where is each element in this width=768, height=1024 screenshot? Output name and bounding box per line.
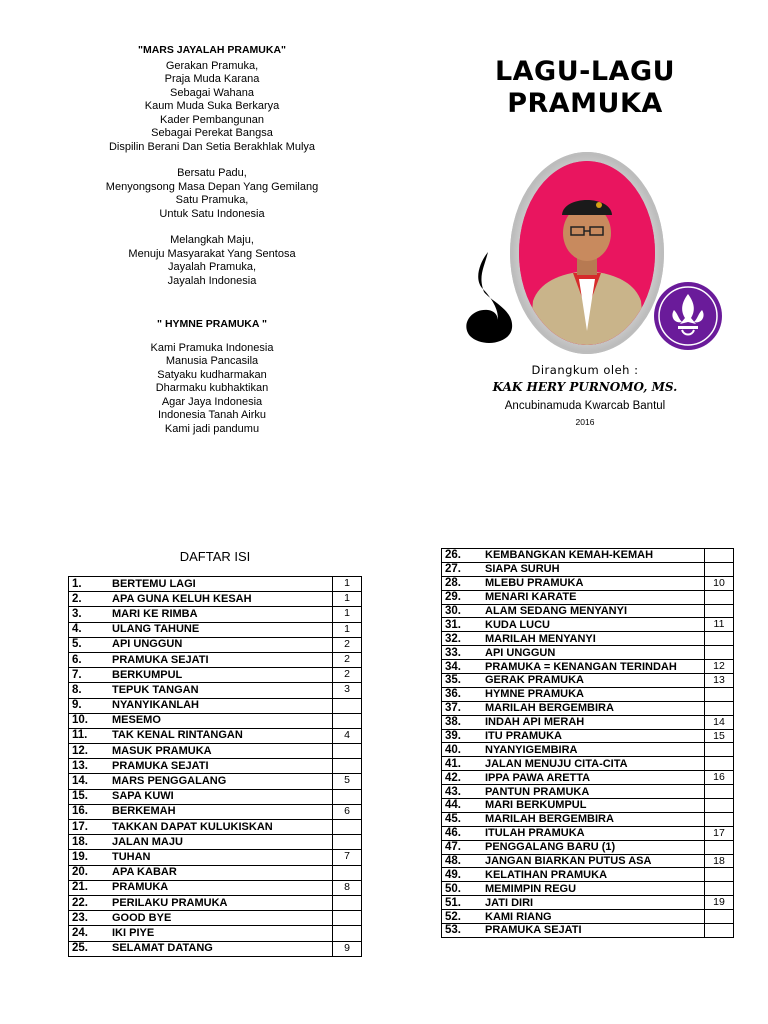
toc-row (442, 729, 734, 743)
toc-page: 19 (705, 896, 734, 910)
toc-page (705, 590, 734, 604)
toc-page: 1 (333, 607, 362, 622)
toc-row (442, 549, 734, 563)
toc-title: JALAN MAJU (112, 835, 333, 850)
lyric-line: Kami Pramuka Indonesia (150, 341, 274, 354)
toc-number: 20. (69, 865, 113, 880)
toc-title: MARI KE RIMBA (112, 607, 333, 622)
toc-number: 19. (69, 850, 113, 865)
toc-row (442, 757, 734, 771)
toc-page (333, 698, 362, 713)
toc-page: 17 (705, 826, 734, 840)
toc-title: IPPA PAWA ARETTA (485, 771, 705, 785)
toc-title: ULANG TAHUNE (112, 622, 333, 637)
compiler-name: KAK HERY PURNOMO, MS. (492, 380, 678, 394)
toc-number: 50. (442, 882, 486, 896)
toc-row (69, 865, 362, 880)
toc-page: 18 (705, 854, 734, 868)
toc-row (69, 668, 362, 683)
toc-page (333, 789, 362, 804)
toc-page: 7 (333, 850, 362, 865)
toc-title: ITULAH PRAMUKA (485, 826, 705, 840)
toc-row (442, 896, 734, 910)
compiler-role: Ancubinamuda Kwarcab Bantul (504, 400, 666, 412)
toc-title: SIAPA SURUH (485, 562, 705, 576)
toc-title: PENGGALANG BARU (1) (485, 840, 705, 854)
toc-row (442, 618, 734, 632)
toc-row (442, 868, 734, 882)
toc-row (69, 713, 362, 728)
toc-number: 44. (442, 799, 486, 813)
toc-page: 8 (333, 880, 362, 895)
toc-row (442, 785, 734, 799)
toc-title: ALAM SEDANG MENYANYI (485, 604, 705, 618)
toc-row (69, 880, 362, 895)
toc-page: 4 (333, 728, 362, 743)
toc-number: 40. (442, 743, 486, 757)
toc-row (442, 799, 734, 813)
wosm-emblem-icon (652, 280, 724, 352)
toc-page (705, 632, 734, 646)
toc-page (333, 744, 362, 759)
lyric-line: Menuju Masyarakat Yang Sentosa (128, 247, 296, 260)
toc-title: TUHAN (112, 850, 333, 865)
toc-number: 27. (442, 562, 486, 576)
lyric-line: Bersatu Padu, (177, 167, 247, 179)
toc-title: MARILAH MENYANYI (485, 632, 705, 646)
toc-title: JANGAN BIARKAN PUTUS ASA (485, 854, 705, 868)
toc-page: 16 (705, 771, 734, 785)
year: 2016 (575, 417, 595, 427)
toc-number: 11. (69, 728, 113, 743)
toc-title: TAKKAN DAPAT KULUKISKAN (112, 820, 333, 835)
toc-row (442, 924, 734, 938)
toc-number: 22. (69, 895, 113, 910)
portrait-frame (510, 152, 664, 354)
toc-number: 7. (69, 668, 113, 683)
toc-row (442, 604, 734, 618)
toc-page (333, 835, 362, 850)
toc-row (69, 926, 362, 941)
lyric-line: Sebagai Wahana (170, 86, 254, 99)
toc-title: PANTUN PRAMUKA (485, 785, 705, 799)
toc-page (705, 812, 734, 826)
toc-title: MESEMO (112, 713, 333, 728)
toc-title: SELAMAT DATANG (112, 941, 333, 956)
toc-page: 13 (705, 674, 734, 688)
lyric-line: Untuk Satu Indonesia (159, 207, 265, 220)
toc-number: 10. (69, 713, 113, 728)
toc-page: 1 (333, 592, 362, 607)
toc-page: 2 (333, 637, 362, 652)
toc-row (69, 637, 362, 652)
toc-row (69, 728, 362, 743)
lyric-line: Jayalah Pramuka, (167, 261, 257, 273)
toc-title: MENARI KARATE (485, 590, 705, 604)
toc-page (705, 549, 734, 563)
toc-number: 51. (442, 896, 486, 910)
toc-page: 11 (705, 618, 734, 632)
toc-title: PERILAKU PRAMUKA (112, 895, 333, 910)
toc-title: MARILAH BERGEMBIRA (485, 812, 705, 826)
toc-title: MLEBU PRAMUKA (485, 576, 705, 590)
cover-title-line2: PRAMUKA (507, 88, 663, 119)
lyric-line: Kaum Muda Suka Berkarya (144, 100, 280, 112)
toc-number: 18. (69, 835, 113, 850)
lyric-line: Dispilin Berani Dan Setia Berakhlak Mulya (108, 140, 316, 153)
toc-row (442, 674, 734, 688)
toc-page (705, 757, 734, 771)
mars-title: "MARS JAYALAH PRAMUKA" (137, 44, 287, 56)
toc-number: 16. (69, 804, 113, 819)
toc-row (442, 812, 734, 826)
toc-row (442, 826, 734, 840)
toc-title: PRAMUKA SEJATI (112, 759, 333, 774)
toc-row (442, 632, 734, 646)
toc-title: APA KABAR (112, 865, 333, 880)
toc-row (442, 646, 734, 660)
toc-number: 35. (442, 674, 486, 688)
toc-page (333, 820, 362, 835)
toc-page (705, 840, 734, 854)
toc-page (705, 687, 734, 701)
toc-number: 52. (442, 910, 486, 924)
toc-number: 28. (442, 576, 486, 590)
toc-page: 2 (333, 668, 362, 683)
toc-row (442, 660, 734, 674)
toc-page: 9 (333, 941, 362, 956)
toc-page (705, 785, 734, 799)
toc-number: 15. (69, 789, 113, 804)
toc-page: 10 (705, 576, 734, 590)
toc-title: KEMBANGKAN KEMAH-KEMAH (485, 549, 705, 563)
toc-number: 42. (442, 771, 486, 785)
portrait-photo (519, 161, 655, 345)
lyric-line: Kader Pembangunan (160, 113, 264, 126)
toc-page (333, 713, 362, 728)
toc-row (69, 835, 362, 850)
compiled-label: Dirangkum oleh : (531, 363, 639, 377)
toc-row (442, 910, 734, 924)
toc-number: 53. (442, 924, 486, 938)
toc-number: 14. (69, 774, 113, 789)
toc-number: 4. (69, 622, 113, 637)
toc-page (333, 926, 362, 941)
toc-row (69, 804, 362, 819)
toc-page: 1 (333, 577, 362, 592)
toc-page (705, 910, 734, 924)
toc-title: NYANYIKANLAH (112, 698, 333, 713)
toc-page (705, 562, 734, 576)
toc-number: 48. (442, 854, 486, 868)
toc-title: BERTEMU LAGI (112, 577, 333, 592)
toc-page (705, 799, 734, 813)
toc-title: API UNGGUN (485, 646, 705, 660)
toc-number: 17. (69, 820, 113, 835)
lyric-line: Indonesia Tanah Airku (157, 409, 267, 421)
toc-row (442, 743, 734, 757)
toc-row (442, 840, 734, 854)
lyric-line: Dharmaku kubhaktikan (155, 382, 269, 394)
toc-number: 36. (442, 687, 486, 701)
toc-title: INDAH API MERAH (485, 715, 705, 729)
toc-row (69, 789, 362, 804)
toc-number: 13. (69, 759, 113, 774)
toc-number: 38. (442, 715, 486, 729)
toc-heading: DAFTAR ISI (179, 549, 251, 564)
toc-title: BERKEMAH (112, 804, 333, 819)
lyrics-column (60, 44, 364, 436)
toc-title: MARS PENGGALANG (112, 774, 333, 789)
lyric-line: Satyaku kudharmakan (157, 368, 267, 381)
toc-page: 5 (333, 774, 362, 789)
toc-title: GOOD BYE (112, 911, 333, 926)
toc-title: MARI BERKUMPUL (485, 799, 705, 813)
toc-title: MASUK PRAMUKA (112, 744, 333, 759)
toc-page (333, 895, 362, 910)
mars-lyrics (60, 60, 364, 289)
cover-title (470, 56, 700, 120)
toc-number: 6. (69, 652, 113, 667)
toc-title: JALAN MENUJU CITA-CITA (485, 757, 705, 771)
lyric-line: Gerakan Pramuka, (165, 59, 259, 72)
lyric-line: Sebagai Perekat Bangsa (151, 127, 273, 139)
toc-number: 41. (442, 757, 486, 771)
toc-page: 12 (705, 660, 734, 674)
toc-page: 3 (333, 683, 362, 698)
toc-number: 43. (442, 785, 486, 799)
toc-page: 6 (333, 804, 362, 819)
toc-number: 5. (69, 637, 113, 652)
toc-number: 30. (442, 604, 486, 618)
toc-row (442, 562, 734, 576)
toc-title: HYMNE PRAMUKA (485, 687, 705, 701)
toc-title: ITU PRAMUKA (485, 729, 705, 743)
toc-page (705, 701, 734, 715)
toc-row (442, 590, 734, 604)
toc-title: TAK KENAL RINTANGAN (112, 728, 333, 743)
toc-number: 12. (69, 744, 113, 759)
toc-number: 1. (69, 577, 113, 592)
hymne-lyrics (60, 342, 364, 437)
toc-title: SAPA KUWI (112, 789, 333, 804)
toc-title: API UNGGUN (112, 637, 333, 652)
toc-number: 46. (442, 826, 486, 840)
lyric-line: Menyongsong Masa Depan Yang Gemilang (105, 180, 319, 193)
toc-title: MEMIMPIN REGU (485, 882, 705, 896)
toc-row (69, 941, 362, 956)
toc-page: 2 (333, 652, 362, 667)
toc-title: PRAMUKA SEJATI (112, 652, 333, 667)
toc-page (705, 924, 734, 938)
toc-number: 45. (442, 812, 486, 826)
toc-number: 26. (442, 549, 486, 563)
toc-title: KELATIHAN PRAMUKA (485, 868, 705, 882)
toc-number: 9. (69, 698, 113, 713)
scout-portrait-icon (519, 161, 655, 345)
toc-title: IKI PIYE (112, 926, 333, 941)
toc-number: 21. (69, 880, 113, 895)
toc-row (442, 701, 734, 715)
toc-row (69, 622, 362, 637)
toc-page: 15 (705, 729, 734, 743)
lyric-line: Melangkah Maju, (170, 234, 254, 246)
toc-page: 14 (705, 715, 734, 729)
toc-number: 25. (69, 941, 113, 956)
toc-row (69, 698, 362, 713)
toc-row (69, 759, 362, 774)
toc-title: NYANYIGEMBIRA (485, 743, 705, 757)
toc-row (442, 687, 734, 701)
toc-row (69, 850, 362, 865)
lyric-line: Jayalah Indonesia (167, 274, 257, 287)
toc-number: 47. (442, 840, 486, 854)
toc-row (442, 771, 734, 785)
toc-row (69, 577, 362, 592)
lyric-line: Manusia Pancasila (165, 355, 259, 367)
toc-page: 1 (333, 622, 362, 637)
toc-number: 23. (69, 911, 113, 926)
toc-number: 2. (69, 592, 113, 607)
toc-row (442, 854, 734, 868)
toc-page (333, 759, 362, 774)
toc-row (69, 774, 362, 789)
toc-row (69, 911, 362, 926)
toc-page (705, 868, 734, 882)
toc-title: KAMI RIANG (485, 910, 705, 924)
toc-number: 33. (442, 646, 486, 660)
toc-row (69, 895, 362, 910)
toc-table-right (441, 548, 734, 938)
toc-number: 8. (69, 683, 113, 698)
toc-row (442, 576, 734, 590)
toc-page (705, 604, 734, 618)
toc-title: GERAK PRAMUKA (485, 674, 705, 688)
toc-title: PRAMUKA (112, 880, 333, 895)
toc-page (705, 743, 734, 757)
toc-page (333, 911, 362, 926)
toc-number: 32. (442, 632, 486, 646)
toc-row (69, 652, 362, 667)
toc-title: TEPUK TANGAN (112, 683, 333, 698)
toc-title: APA GUNA KELUH KESAH (112, 592, 333, 607)
toc-row (69, 607, 362, 622)
toc-title: MARILAH BERGEMBIRA (485, 701, 705, 715)
toc-row (69, 683, 362, 698)
lyric-line: Kami jadi pandumu (164, 422, 260, 435)
toc-number: 49. (442, 868, 486, 882)
toc-row (69, 744, 362, 759)
toc-number: 31. (442, 618, 486, 632)
toc-title: BERKUMPUL (112, 668, 333, 683)
lyric-line: Satu Pramuka, (175, 194, 249, 206)
toc-number: 3. (69, 607, 113, 622)
toc-page (333, 865, 362, 880)
toc-row (69, 820, 362, 835)
toc-row (69, 592, 362, 607)
cover-title-line1: LAGU-LAGU (494, 56, 676, 87)
toc-number: 29. (442, 590, 486, 604)
toc-title: JATI DIRI (485, 896, 705, 910)
toc-row (442, 715, 734, 729)
toc-title: PRAMUKA = KENANGAN TERINDAH (485, 660, 705, 674)
toc-page (705, 646, 734, 660)
toc-number: 37. (442, 701, 486, 715)
lyric-line: Praja Muda Karana (164, 73, 260, 85)
lyric-line: Agar Jaya Indonesia (161, 395, 263, 408)
toc-title: PRAMUKA SEJATI (485, 924, 705, 938)
hymne-title: " HYMNE PRAMUKA " (157, 318, 267, 330)
toc-table-left (68, 576, 362, 957)
toc-title: KUDA LUCU (485, 618, 705, 632)
toc-number: 39. (442, 729, 486, 743)
toc-page (705, 882, 734, 896)
toc-row (442, 882, 734, 896)
toc-number: 34. (442, 660, 486, 674)
toc-number: 24. (69, 926, 113, 941)
